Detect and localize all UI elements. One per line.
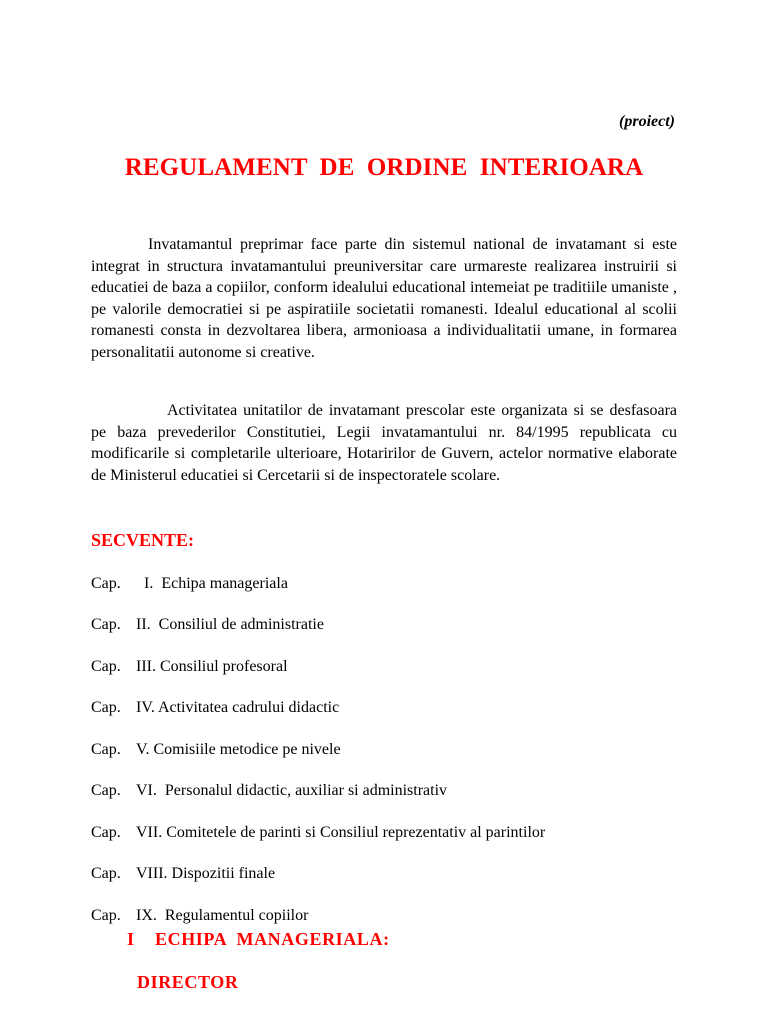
chapter-text: IV. Activitatea cadrului didactic bbox=[136, 699, 340, 716]
chapter-item bbox=[91, 906, 308, 926]
chapter-prefix: Cap. bbox=[91, 907, 121, 924]
sections-title: SECVENTE: bbox=[91, 530, 195, 550]
chapter-prefix: Cap. bbox=[91, 824, 121, 841]
chapter-text: III. Consiliul profesoral bbox=[136, 658, 288, 675]
document-title: REGULAMENT DE ORDINE INTERIOARA bbox=[124, 154, 644, 181]
chapter-text: I. Echipa manageriala bbox=[136, 575, 288, 592]
chapter-prefix: Cap. bbox=[91, 865, 121, 882]
chapter-item bbox=[91, 740, 341, 760]
chapter-prefix: Cap. bbox=[91, 741, 121, 758]
chapter-item bbox=[91, 864, 275, 884]
chapter-prefix: Cap. bbox=[91, 782, 121, 799]
chapter-prefix: Cap. bbox=[91, 699, 121, 716]
chapter-item bbox=[91, 615, 324, 635]
chapter-prefix: Cap. bbox=[91, 658, 121, 675]
chapter-text: VIII. Dispozitii finale bbox=[136, 865, 276, 882]
chapter-item bbox=[91, 698, 339, 718]
chapter-text: V. Comisiile metodice pe nivele bbox=[136, 741, 341, 758]
chapter-item bbox=[91, 823, 545, 843]
chapter-text: VI. Personalul didactic, auxiliar si administrativ bbox=[136, 782, 448, 799]
subheading-director: DIRECTOR bbox=[137, 972, 239, 992]
chapter-heading: I ECHIPA MANAGERIALA: bbox=[127, 929, 390, 949]
chapter-item bbox=[91, 574, 288, 594]
chapter-prefix: Cap. bbox=[91, 616, 121, 633]
chapter-text: IX. Regulamentul copiilor bbox=[136, 907, 309, 924]
draft-note: (proiect) bbox=[619, 113, 675, 130]
chapter-text: VII. Comitetele de parinti si Consiliul reprezentativ al parintilor bbox=[136, 824, 546, 841]
chapter-item bbox=[91, 657, 288, 677]
chapter-text: II. Consiliul de administratie bbox=[136, 616, 324, 633]
intro-paragraph-1: Invatamantul preprimar face parte din sistemul national de invatamant si este integrat in structura invatamantului preuniversitar care urmareste realizarea instruirii si educatiei de baza a copiilor, conform idealului educational intemeiat pe traditiile umaniste , pe valorile democratiei si pe aspiratiile societatii romanesti. Idealul educational al scolii romanesti consta in dezvoltarea libera, armonioasa a individualitatii umane, in formarea personalitatii autonome si creative. bbox=[91, 236, 677, 361]
chapter-item bbox=[91, 781, 447, 801]
intro-paragraph-2: Activitatea unitatilor de invatamant prescolar este organizata si se desfasoara pe baza prevederilor Constitutiei, Legii invatamantului nr. 84/1995 republicata cu modificarile si completarile ulterioare, Hotaririlor de Guvern, actelor normative elaborate de Ministerul educatiei si Cercetarii si de inspectoratele scolare. bbox=[91, 402, 677, 484]
chapter-prefix: Cap. bbox=[91, 575, 121, 592]
